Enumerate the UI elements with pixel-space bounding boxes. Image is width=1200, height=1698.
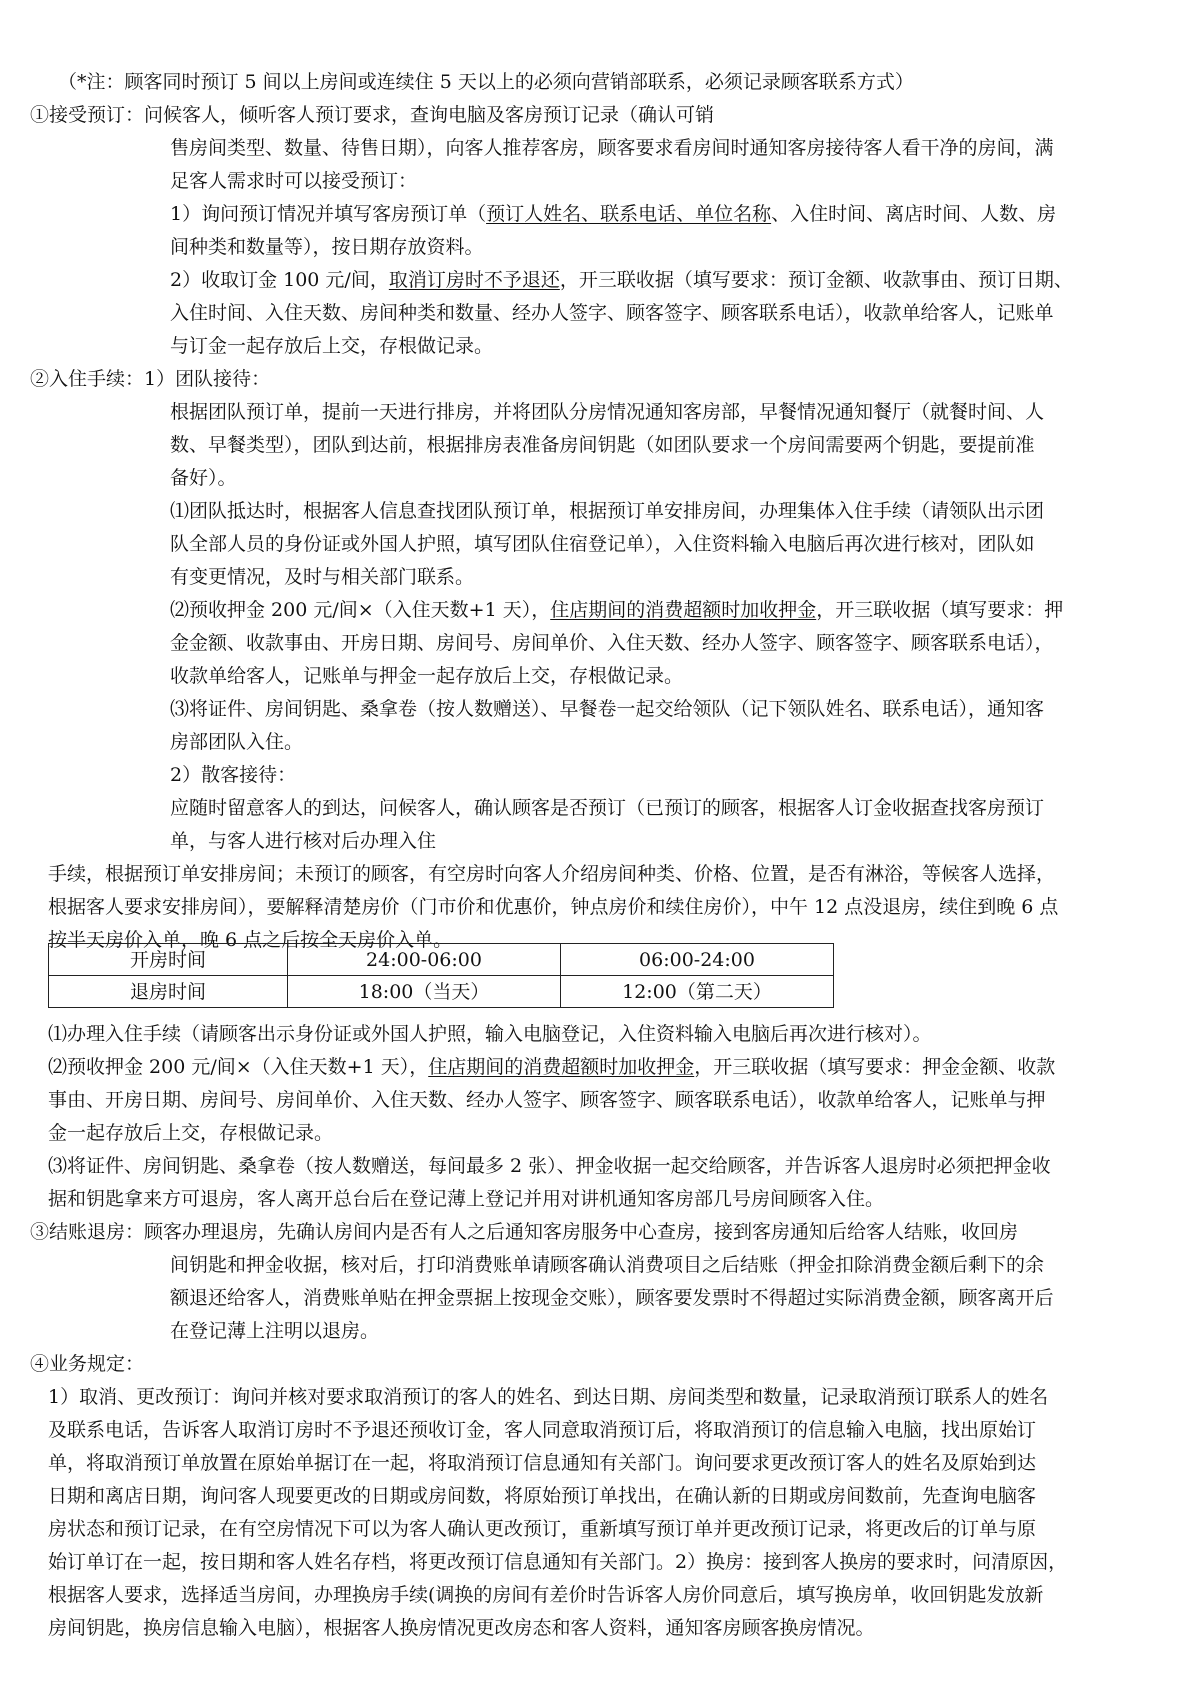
text-line: 根据客人要求，选择适当房间，办理换房手续(调换的房间有差价时告诉客人房价同意后，填写换房单，收回钥匙发放新	[48, 1584, 1044, 1606]
text-line: 队全部人员的身份证或外国人护照，填写团队住宿登记单），入住资料输入电脑后再次进行核对，团队如	[170, 533, 1035, 555]
text-span: 、入住时间、离店时间、人数、房	[771, 203, 1057, 225]
text-span: ，开三联收据（填写要求：预订金额、收款事由、预订日期、	[559, 269, 1073, 291]
text-line: ⑶将证件、房间钥匙、桑拿卷（按人数赠送）、早餐卷一起交给领队（记下领队姓名、联系电话），通知客	[170, 698, 1045, 720]
underlined-text: 预订人姓名、联系电话、单位名称	[486, 203, 772, 225]
table-cell: 退房时间	[49, 976, 288, 1008]
text-line: ⑴办理入住手续（请顾客出示身份证或外国人护照，输入电脑登记，入住资料输入电脑后再次进行核对）。	[48, 1023, 932, 1045]
room-time-table	[48, 943, 834, 1008]
text-line: 根据团队预订单，提前一天进行排房，并将团队分房情况通知客房部，早餐情况通知餐厅（就餐时间、人	[170, 401, 1045, 423]
text-span: ⑵预收押金 200 元/间×（入住天数+1 天），	[170, 599, 551, 621]
text-line: 备好）。	[170, 467, 237, 489]
text-line: 入住时间、入住天数、房间种类和数量、经办人签字、顾客签字、顾客联系电话），收款单给客人，记账单	[170, 302, 1054, 324]
text-line: 根据客人要求安排房间），要解释清楚房价（门市价和优惠价，钟点房价和续住房价），中午 12 点没退房，续住到晚 6 点	[48, 896, 1059, 918]
text-line: 日期和离店日期，询问客人现要更改的日期或房间数，将原始预订单找出，在确认新的日期或房间数前，先查询电脑客	[48, 1485, 1037, 1507]
text-line: 据和钥匙拿来方可退房，客人离开总台后在登记薄上登记并用对讲机通知客房部几号房间顾客入住。	[48, 1188, 885, 1210]
text-line: 售房间类型、数量、待售日期），向客人推荐客房，顾客要求看房间时通知客房接待客人看干净的房间，满	[170, 137, 1054, 159]
text-line: 收款单给客人，记账单与押金一起存放后上交，存根做记录。	[170, 665, 684, 687]
underlined-text: 住店期间的消费超额时加收押金	[428, 1056, 695, 1078]
text-line: 单，将取消预订单放置在原始单据订在一起，将取消预订信息通知有关部门。询问要求更改预订客人的姓名及原始到达	[48, 1452, 1037, 1474]
text-span: 2）收取订金 100 元/间，	[170, 269, 389, 291]
text-line: 有变更情况，及时与相关部门联系。	[170, 566, 475, 588]
table-cell: 24:00-06:00	[288, 944, 561, 976]
note-line: （*注：顾客同时预订 5 间以上房间或连续住 5 天以上的必须向营销部联系，必须记录顾客联系方式）	[58, 71, 914, 93]
text-span: ⑵预收押金 200 元/间×（入住天数+1 天），	[48, 1056, 429, 1078]
text-line: 单，与客人进行核对后办理入住	[170, 830, 437, 852]
section-checkout-heading: ③结账退房：顾客办理退房，先确认房间内是否有人之后通知客房服务中心查房，接到客房通知后给客人结账，收回房	[30, 1221, 1019, 1243]
text-line: 间种类和数量等），按日期存放资料。	[170, 236, 484, 258]
text-line: 1）取消、更改预订：询问并核对要求取消预订的客人的姓名、到达日期、房间类型和数量，记录取消预订联系人的姓名	[48, 1386, 1049, 1408]
text-line: 在登记薄上注明以退房。	[170, 1320, 380, 1342]
table-cell: 18:00（当天）	[288, 976, 561, 1008]
text-line: 房间钥匙，换房信息输入电脑），根据客人换房情况更改房态和客人资料，通知客房顾客换房情况。	[48, 1617, 875, 1639]
text-line: ⑶将证件、房间钥匙、桑拿卷（按人数赠送，每间最多 2 张）、押金收据一起交给顾客，并告诉客人退房时必须把押金收	[48, 1155, 1051, 1177]
section-rules-heading: ④业务规定：	[30, 1353, 145, 1375]
text-line: 额退还给客人，消费账单贴在押金票据上按现金交账），顾客要发票时不得超过实际消费金额，顾客离开后	[170, 1287, 1054, 1309]
text-line: 足客人需求时可以接受预订：	[170, 170, 418, 192]
text-line: 事由、开房日期、房间号、房间单价、入住天数、经办人签字、顾客签字、顾客联系电话），收款单给客人，记账单与押	[48, 1089, 1046, 1111]
text-line: 及联系电话，告诉客人取消订房时不予退还预收订金，客人同意取消预订后，将取消预订的信息输入电脑，找出原始订	[48, 1419, 1037, 1441]
section-reservation-heading: ①接受预订：问候客人，倾听客人预订要求，查询电脑及客房预订记录（确认可销	[30, 104, 715, 126]
text-line: 手续，根据预订单安排房间；未预订的顾客，有空房时向客人介绍房间种类、价格、位置，是否有淋浴，等候客人选择，	[48, 863, 1056, 885]
text-span: ，开三联收据（填写要求：押	[816, 599, 1064, 621]
underlined-text: 取消订房时不予退还	[388, 269, 560, 291]
text-line	[170, 594, 1063, 627]
text-span: ，开三联收据（填写要求：押金金额、收款	[694, 1056, 1056, 1078]
text-line: ⑴团队抵达时，根据客人信息查找团队预订单，根据预订单安排房间，办理集体入住手续（请领队出示团	[170, 500, 1045, 522]
text-line: 金金额、收款事由、开房日期、房间号、房间单价、入住天数、经办人签字、顾客签字、顾客联系电话），	[170, 632, 1054, 654]
text-line: 与订金一起存放后上交，存根做记录。	[170, 335, 494, 357]
text-line	[170, 198, 1056, 231]
text-line: 金一起存放后上交，存根做记录。	[48, 1122, 334, 1144]
text-line: 数、早餐类型），团队到达前，根据排房表准备房间钥匙（如团队要求一个房间需要两个钥匙，要提前准	[170, 434, 1035, 456]
table-cell: 12:00（第二天）	[561, 976, 834, 1008]
text-line	[48, 1051, 1055, 1084]
text-line	[170, 264, 1073, 297]
underlined-text: 住店期间的消费超额时加收押金	[550, 599, 817, 621]
text-line: 间钥匙和押金收据，核对后，打印消费账单请顾客确认消费项目之后结账（押金扣除消费金额后剩下的余	[170, 1254, 1045, 1276]
text-line: 按半天房价入单，晚 6 点之后按全天房价入单。	[48, 929, 453, 951]
table-cell: 06:00-24:00	[561, 944, 834, 976]
text-line: 房部团队入住。	[170, 731, 304, 753]
text-span: 1）询问预订情况并填写客房预订单（	[170, 203, 487, 225]
table-row	[49, 976, 834, 1008]
text-line: 始订单订在一起，按日期和客人姓名存档，将更改预订信息通知有关部门。2）换房：接到客人换房的要求时，问清原因，	[48, 1551, 1068, 1573]
text-line: 应随时留意客人的到达，问候客人，确认顾客是否预订（已预订的顾客，根据客人订金收据查找客房预订	[170, 797, 1045, 819]
table-cell: 开房时间	[49, 944, 288, 976]
subheading-individual: 2）散客接待：	[170, 764, 297, 786]
table-row	[49, 944, 834, 976]
text-line: 房状态和预订记录，在有空房情况下可以为客人确认更改预订，重新填写预订单并更改预订记录，将更改后的订单与原	[48, 1518, 1037, 1540]
section-checkin-heading: ②入住手续：1）团队接待：	[30, 368, 271, 390]
